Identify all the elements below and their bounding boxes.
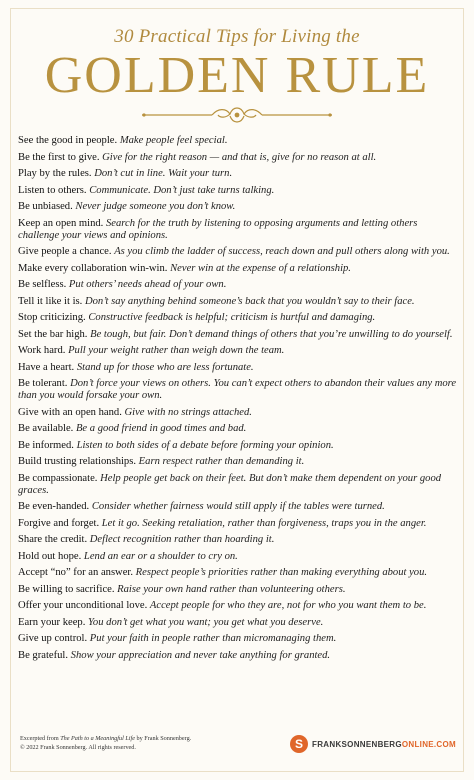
excerpt-suffix: by Frank Sonnenberg. [134,735,192,742]
tip-description: Consider whether fairness would still apply if the tables were turned. [91,501,385,512]
tip-description: Give with no strings attached. [124,406,252,418]
tip-item [18,650,458,662]
tip-item [18,296,458,308]
tip-description: Never win at the expense of a relationship. [170,262,351,274]
tip-item [18,501,458,513]
brand-domain: ONLINE.COM [401,739,456,749]
tip-item [18,440,458,452]
tip-heading: Be the first to give. [18,151,100,163]
tip-description: Put others’ needs ahead of your own. [68,279,227,290]
copyright-line: © 2022 Frank Sonnenberg. All rights reserved. [20,744,136,751]
tip-description: Lend an ear or a shoulder to cry on. [83,550,238,562]
tip-heading: Set the bar high. [18,328,88,340]
tip-item [18,312,458,324]
tip-description: Pull your weight rather than weigh down the team. [68,345,285,356]
tip-heading: Give up control. [18,633,88,644]
tip-item [18,518,458,530]
tip-description: Accept people for who they are, not for who you want them to be. [149,600,427,611]
excerpt-prefix: Excerpted from [20,735,61,742]
tip-heading: Stop criticizing. [18,312,86,323]
tip-description: Search for the truth by listening to opposing arguments and letting others challenge your views and opinions. [18,217,418,241]
tip-heading: Give with an open hand. [18,406,122,418]
brand-logo-link[interactable] [290,735,456,753]
tip-heading: Be unbiased. [18,201,73,212]
tip-heading: Accept “no” for an answer. [18,567,134,578]
flourish-ornament-icon [140,104,334,126]
tip-item [18,152,458,164]
tip-item [18,407,458,419]
tip-heading: Be selfless. [18,279,67,290]
tip-heading: Tell it like it is. [18,295,83,307]
tip-heading: Be compassionate. [18,472,98,484]
tip-item [18,473,458,497]
tip-item [18,329,458,341]
tip-heading: Share the credit. [18,534,88,545]
tip-item [18,456,458,468]
tip-heading: Be willing to sacrifice. [18,583,115,595]
tip-heading: Forgive and forget. [18,517,100,529]
tip-heading: See the good in people. [18,135,118,146]
tip-heading: Work hard. [18,345,66,356]
tip-item [18,584,458,596]
tip-heading: Hold out hope. [18,550,82,562]
tip-item [18,201,458,213]
tip-item [18,345,458,357]
tip-description: Communicate. Don’t just take turns talking. [89,184,275,196]
tip-heading: Offer your unconditional love. [18,600,148,611]
brand-name: FRANKSONNENBERG [312,739,402,749]
tip-item [18,423,458,435]
tip-heading: Make every collaboration win-win. [18,262,168,274]
tip-item [18,246,458,258]
tip-heading: Be grateful. [18,649,69,661]
tip-description: Don’t say anything behind someone’s back that you wouldn’t say to their face. [84,295,415,307]
footer-credits [20,734,191,752]
tip-description: Deflect recognition rather than hoarding it. [89,534,275,545]
poster-title: GOLDEN RULE [44,47,430,104]
tip-description: Put your faith in people rather than micromanaging them. [89,633,337,644]
tip-description: Constructive feedback is helpful; criticism is hurtful and damaging. [88,312,376,323]
tip-description: Don’t cut in line. Wait your turn. [94,168,233,179]
tip-description: Never judge someone you don’t know. [75,201,236,212]
tip-description: Earn respect rather than demanding it. [138,456,305,467]
tip-heading: Build trusting relationships. [18,456,137,467]
tip-description: Give for the right reason — and that is, give for no reason at all. [102,151,377,163]
tip-description: Listen to both sides of a debate before forming your opinion. [76,439,334,451]
tip-description: Make people feel special. [119,135,228,146]
tip-item [18,218,458,242]
tip-item [18,600,458,612]
tip-description: Let it go. Seeking retaliation, rather than forgiveness, traps you in the anger. [101,517,427,529]
tip-item [18,263,458,275]
tip-item [18,185,458,197]
tip-description: You don’t get what you want; you get what you deserve. [88,616,324,628]
tip-description: Don’t force your views on others. You can’t expect others to abandon their values any more than you would forsake your own. [18,378,457,401]
tip-heading: Be tolerant. [18,378,68,389]
tip-heading: Give people a chance. [18,246,112,257]
tip-heading: Have a heart. [18,361,75,373]
tip-heading: Be even-handed. [18,501,90,512]
excerpt-line [20,734,191,743]
tip-item [18,633,458,645]
tip-description: Be tough, but fair. Don’t demand things of others that you’re unwilling to do yourself. [90,328,453,340]
tip-item [18,135,458,147]
tip-heading: Earn your keep. [18,616,86,628]
tip-item [18,378,458,402]
book-title: The Path to a Meaningful Life [60,735,135,742]
tip-description: Raise your own hand rather than volunteering others. [117,583,346,595]
tip-item [18,567,458,579]
tip-heading: Be informed. [18,439,74,451]
tip-description: Respect people’s priorities rather than making everything about you. [135,567,428,578]
tip-heading: Play by the rules. [18,168,92,179]
tip-heading: Listen to others. [18,184,87,196]
tip-item [18,617,458,629]
tip-item [18,279,458,291]
tip-description: Stand up for those who are less fortunate. [76,361,254,373]
tip-item [18,551,458,563]
tip-description: As you climb the ladder of success, reach down and pull others along with you. [114,246,450,257]
tips-list [18,135,458,666]
tip-item [18,534,458,546]
poster-subtitle: 30 Practical Tips for Living the [114,26,360,47]
tip-item [18,168,458,180]
brand-s-icon: S [290,735,308,753]
tip-item [18,362,458,374]
tip-description: Show your appreciation and never take anything for granted. [70,649,331,661]
tip-description: Help people get back on their feet. But don’t make them dependent on your good graces. [18,472,442,496]
tip-description: Be a good friend in good times and bad. [75,423,247,434]
tip-heading: Be available. [18,423,74,434]
brand-wordmark [312,740,456,749]
tip-heading: Keep an open mind. [18,217,104,229]
